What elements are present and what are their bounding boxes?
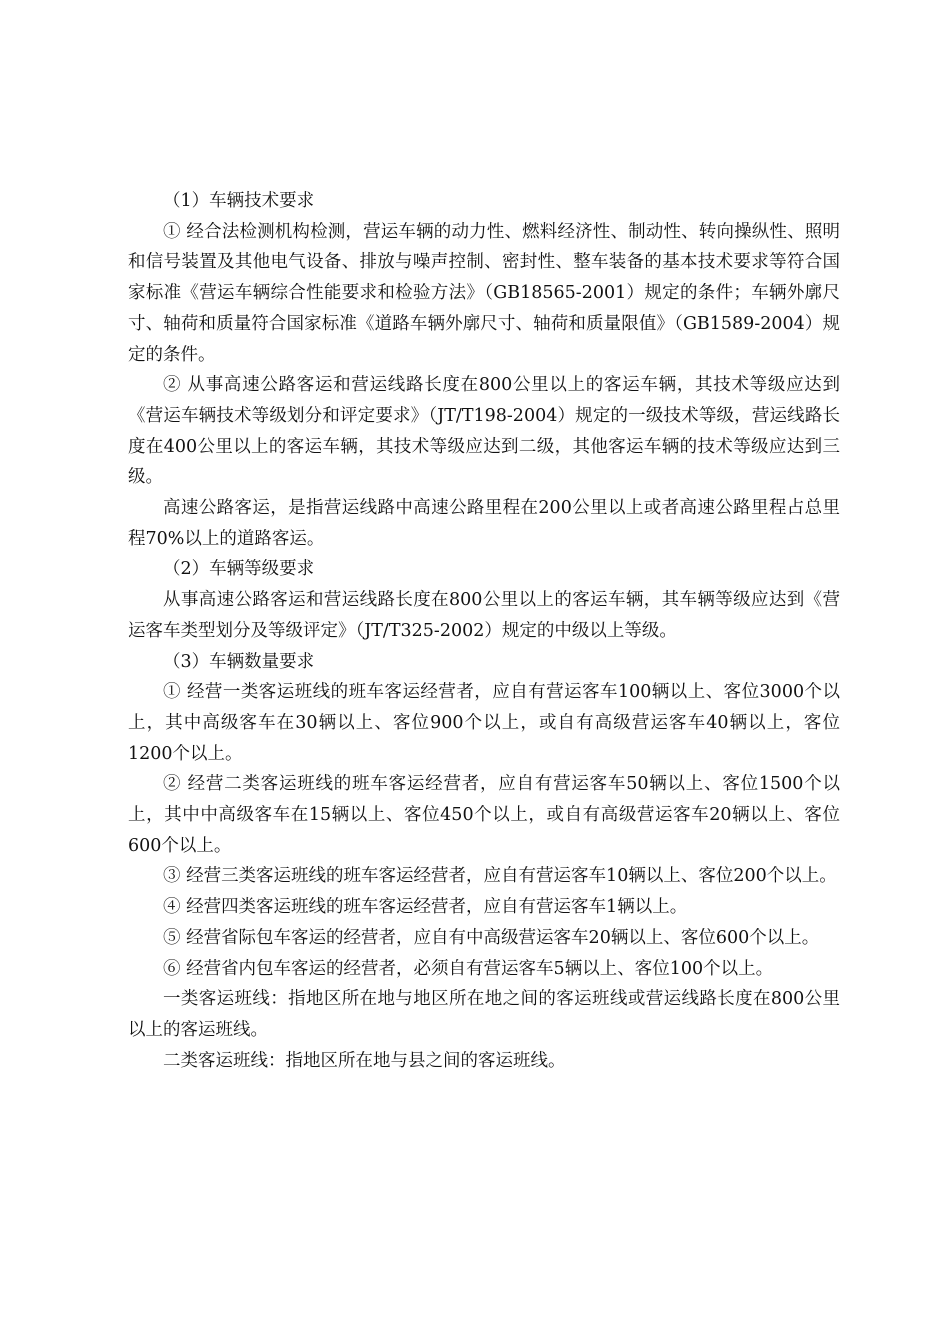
paragraph-tech-item-2: ② 从事高速公路客运和营运线路长度在800公里以上的客运车辆，其技术等级应达到《营运车辆技术等级划分和评定要求》（JT/T198-2004）规定的一级技术等级，营运线路长度在400公里以上的客运车辆，其技术等级应达到二级，其他客运车辆的技术等级应达到三级。 (128, 375, 840, 488)
paragraph-class1-definition: 一类客运班线：指地区所在地与地区所在地之间的客运班线或营运线路长度在800公里以上的客运班线。 (128, 989, 840, 1040)
section-heading-vehicle-grade: （2）车辆等级要求 (163, 559, 315, 580)
paragraph-highway-definition: 高速公路客运，是指营运线路中高速公路里程在200公里以上或者高速公路里程占总里程70%以上的道路客运。 (128, 498, 840, 549)
section-heading-vehicle-tech: （1）车辆技术要求 (163, 191, 315, 211)
paragraph-quantity-item-2: ② 经营二类客运班线的班车客运经营者，应自有营运客车50辆以上、客位1500个以上，其中中高级客车在15辆以上、客位450个以上，或自有高级营运客车20辆以上、客位600个以上。 (128, 774, 840, 856)
paragraph-quantity-item-5: ⑤ 经营省际包车客运的经营者，应自有中高级营运客车20辆以上、客位600个以上。 (163, 927, 820, 948)
paragraph-quantity-item-4: ④ 经营四类客运班线的班车客运经营者，应自有营运客车1辆以上。 (163, 897, 688, 918)
paragraph-quantity-item-1: ① 经营一类客运班线的班车客运经营者，应自有营运客车100辆以上、客位3000个以上，其中高级客车在30辆以上、客位900个以上，或自有高级营运客车40辆以上，客位1200个以上。 (128, 682, 840, 764)
document-body (128, 186, 840, 1076)
paragraph-quantity-item-6: ⑥ 经营省内包车客运的经营者，必须自有营运客车5辆以上、客位100个以上。 (163, 958, 774, 979)
paragraph-quantity-item-3: ③ 经营三类客运班线的班车客运经营者，应自有营运客车10辆以上、客位200个以上。 (163, 866, 837, 887)
section-heading-vehicle-quantity: （3）车辆数量要求 (163, 651, 315, 672)
paragraph-grade-requirement: 从事高速公路客运和营运线路长度在800公里以上的客运车辆，其车辆等级应达到《营运客车类型划分及等级评定》（JT/T325-2002）规定的中级以上等级。 (128, 590, 840, 641)
paragraph-tech-item-1: ① 经合法检测机构检测，营运车辆的动力性、燃料经济性、制动性、转向操纵性、照明和信号装置及其他电气设备、排放与噪声控制、密封性、整车装备的基本技术要求等符合国家标准《营运车辆综合性能要求和检验方法》（GB18565-2001）规定的条件；车辆外廓尺寸、轴荷和质量符合国家标准《道路车辆外廓尺寸、轴荷和质量限值》（GB1589-2004）规定的条件。 (128, 221, 840, 365)
paragraph-class2-definition: 二类客运班线：指地区所在地与县之间的客运班线。 (163, 1050, 566, 1071)
